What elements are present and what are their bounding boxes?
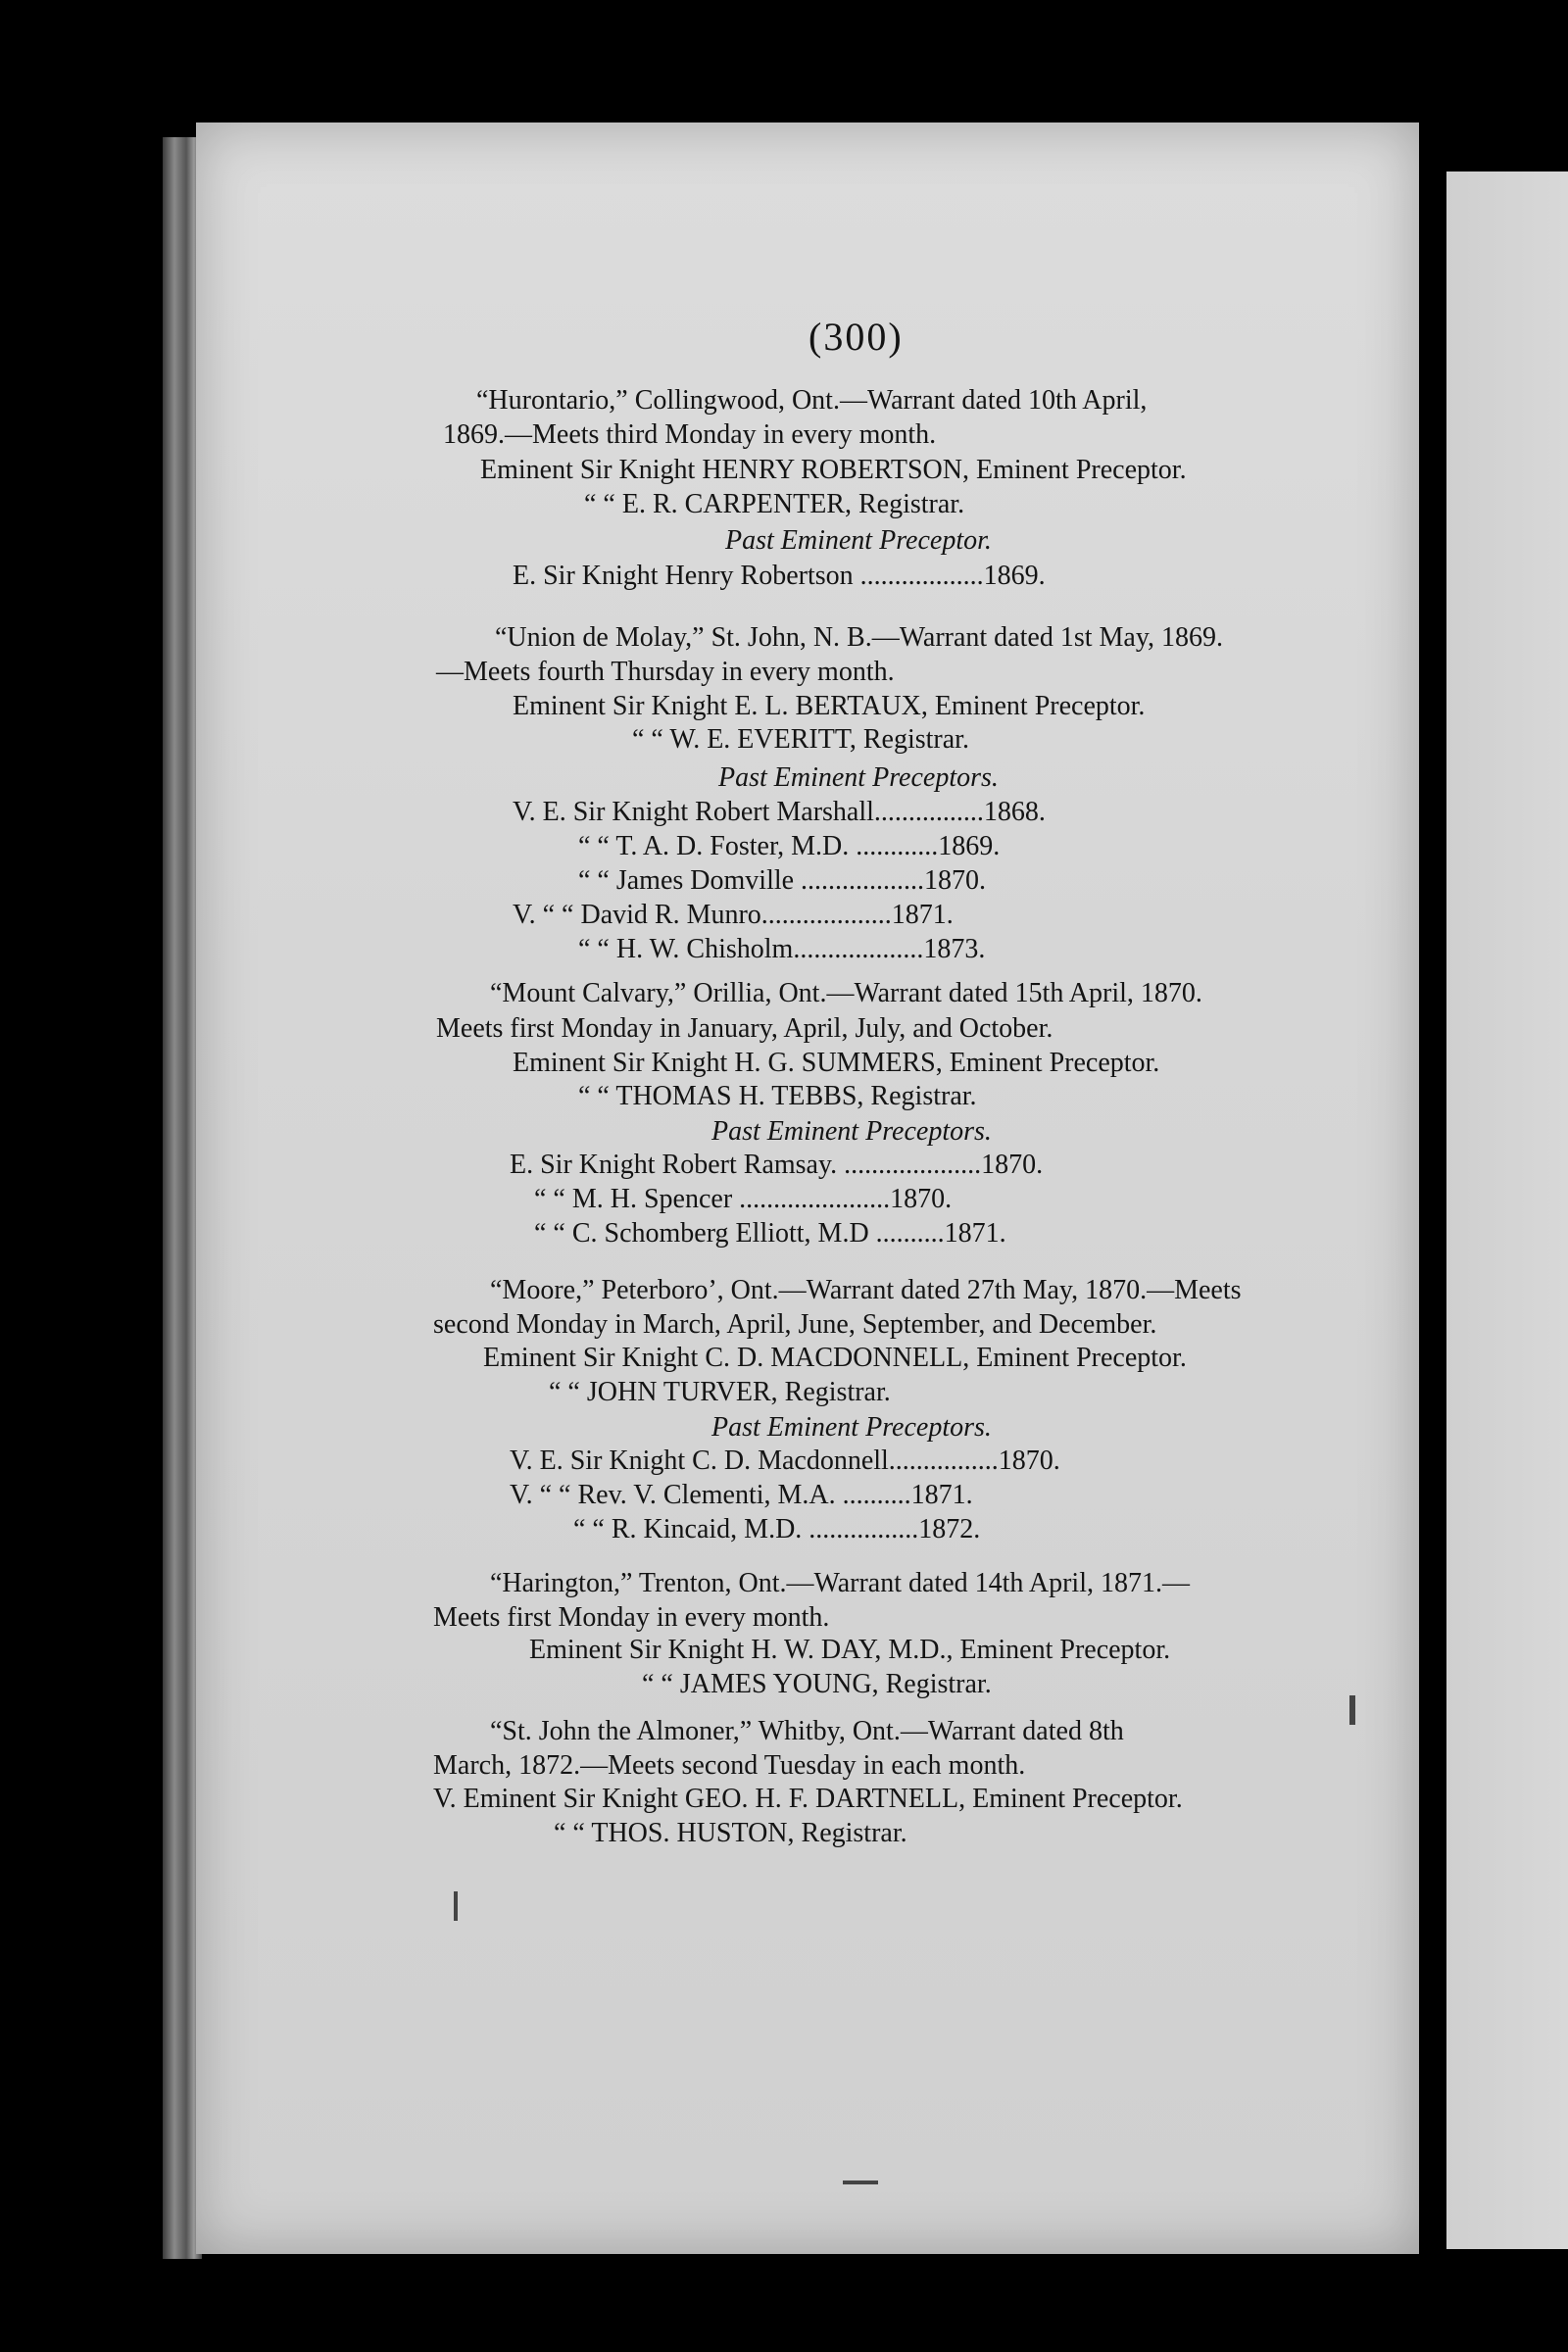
preceptor-list-item: V. E. Sir Knight Robert Marshall................1868. xyxy=(513,797,1046,827)
preceptor-list-item: “ “ H. W. Chisholm...................1873. xyxy=(578,934,986,964)
entry-heading: “Moore,” Peterboro’, Ont.—Warrant dated 27th May, 1870.—Meets xyxy=(490,1275,1242,1305)
entry-text: second Monday in March, April, June, September, and December. xyxy=(433,1309,1157,1340)
entry-text: Eminent Sir Knight E. L. BERTAUX, Eminent Preceptor. xyxy=(513,691,1146,721)
entry-heading: “Mount Calvary,” Orillia, Ont.—Warrant dated 15th April, 1870. xyxy=(490,978,1202,1008)
preceptor-list-item: E. Sir Knight Robert Ramsay. ....................1870. xyxy=(510,1150,1044,1180)
preceptor-list-item: V. E. Sir Knight C. D. Macdonnell................1870. xyxy=(510,1446,1060,1476)
entry-text: “ “ THOS. HUSTON, Registrar. xyxy=(554,1818,907,1848)
entry-text: Eminent Sir Knight H. W. DAY, M.D., Eminent Preceptor. xyxy=(529,1635,1171,1665)
entry-text: Eminent Sir Knight C. D. MACDONNELL, Eminent Preceptor. xyxy=(483,1343,1187,1373)
preceptor-list-item: “ “ C. Schomberg Elliott, M.D ..........1871. xyxy=(534,1218,1006,1249)
preceptor-list-item: V. “ “ David R. Munro...................1871. xyxy=(513,900,954,930)
facing-page-edge xyxy=(1446,172,1568,2249)
ink-speck xyxy=(1349,1695,1355,1725)
preceptor-list-item: “ “ M. H. Spencer ......................1870. xyxy=(534,1184,953,1214)
entry-text: 1869.—Meets third Monday in every month. xyxy=(443,419,937,450)
entry-text: Meets first Monday in January, April, July, and October. xyxy=(436,1013,1054,1044)
preceptor-list-item: “ “ T. A. D. Foster, M.D. ............1869. xyxy=(578,831,1001,861)
entry-text: Eminent Sir Knight HENRY ROBERTSON, Eminent Preceptor. xyxy=(480,455,1187,485)
entry-text: “ “ THOMAS H. TEBBS, Registrar. xyxy=(578,1081,977,1111)
entry-text: “ “ JAMES YOUNG, Registrar. xyxy=(642,1669,992,1699)
ink-speck xyxy=(843,2180,878,2184)
past-preceptor-heading: Past Eminent Preceptors. xyxy=(711,1116,992,1147)
preceptor-list-item: “ “ R. Kincaid, M.D. ................1872. xyxy=(573,1514,981,1544)
preceptor-list-item: V. “ “ Rev. V. Clementi, M.A. ..........1871. xyxy=(510,1480,973,1510)
ink-speck xyxy=(454,1891,458,1921)
page-number: (300) xyxy=(808,315,904,359)
entry-text: Meets first Monday in every month. xyxy=(433,1602,830,1633)
past-preceptor-heading: Past Eminent Preceptor. xyxy=(725,525,992,556)
entry-heading: “St. John the Almoner,” Whitby, Ont.—Warrant dated 8th xyxy=(490,1716,1124,1746)
past-preceptor-heading: Past Eminent Preceptors. xyxy=(718,762,999,793)
entry-text: Eminent Sir Knight H. G. SUMMERS, Eminent Preceptor. xyxy=(513,1048,1160,1078)
entry-heading: “Union de Molay,” St. John, N. B.—Warrant dated 1st May, 1869. xyxy=(495,622,1223,653)
entry-text: “ “ W. E. EVERITT, Registrar. xyxy=(632,724,969,755)
entry-text: “ “ JOHN TURVER, Registrar. xyxy=(549,1377,891,1407)
entry-text: V. Eminent Sir Knight GEO. H. F. DARTNELL, Eminent Preceptor. xyxy=(433,1784,1183,1814)
entry-text: March, 1872.—Meets second Tuesday in each month. xyxy=(433,1750,1026,1781)
entry-heading: “Harington,” Trenton, Ont.—Warrant dated 14th April, 1871.— xyxy=(490,1568,1190,1598)
entry-heading: “Hurontario,” Collingwood, Ont.—Warrant dated 10th April, xyxy=(476,385,1148,416)
preceptor-list-item: E. Sir Knight Henry Robertson ..................1869. xyxy=(513,561,1046,591)
past-preceptor-heading: Past Eminent Preceptors. xyxy=(711,1412,992,1443)
entry-text: “ “ E. R. CARPENTER, Registrar. xyxy=(584,489,965,519)
preceptor-list-item: “ “ James Domville ..................1870. xyxy=(578,865,987,896)
entry-text: —Meets fourth Thursday in every month. xyxy=(436,657,895,687)
